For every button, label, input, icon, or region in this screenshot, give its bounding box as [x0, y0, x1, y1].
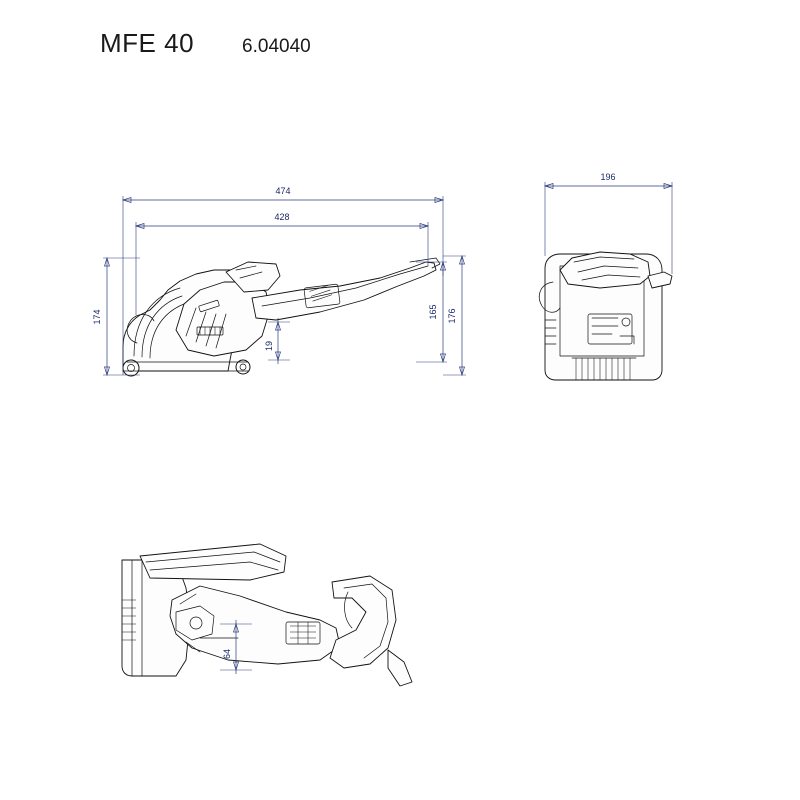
dimension-176: 176 [447, 308, 457, 324]
dimension-474: 474 [275, 186, 291, 196]
order-code: 6.04040 [242, 36, 311, 57]
side-view [92, 186, 466, 376]
top-view [122, 544, 412, 686]
dimension-19: 19 [264, 340, 274, 352]
dimension-64: 64 [222, 648, 232, 660]
dimension-428: 428 [274, 212, 290, 222]
dimension-174: 174 [92, 309, 102, 325]
dimension-196: 196 [600, 172, 616, 182]
front-view [539, 172, 672, 380]
dimension-165: 165 [428, 304, 438, 320]
page-title: MFE 40 [100, 28, 195, 58]
